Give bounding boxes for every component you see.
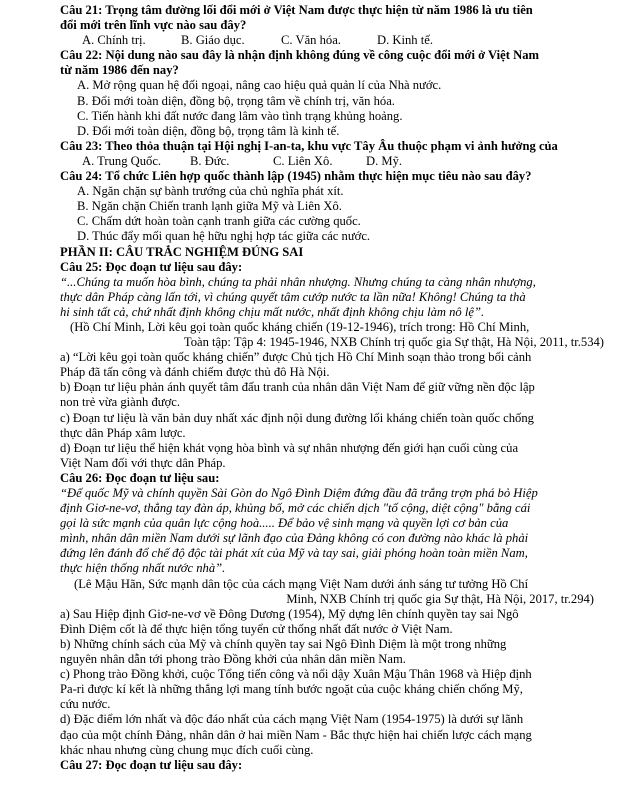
- q26-source-line-1: (Lê Mậu Hãn, Sức mạnh dân tộc của cách mạng Việt Nam dưới ánh sáng tư tưởng Hồ Chí: [74, 576, 529, 591]
- q21-options: [60, 33, 610, 48]
- q25-statement-d-line-2: Việt Nam đối với thực dân Pháp.: [60, 455, 226, 470]
- q24-option-c: C. Chấm dứt hoàn toàn cạnh tranh giữa các cường quốc.: [77, 214, 361, 229]
- q22-option-b: B. Đổi mới toàn diện, đồng bộ, trọng tâm về chính trị, văn hóa.: [77, 93, 395, 108]
- q24-stem: Câu 24: Tổ chức Liên hợp quốc thành lập (1945) nhằm thực hiện mục tiêu nào sau đây?: [60, 169, 532, 184]
- q25-statement-c-line-2: thực dân Pháp xâm lược.: [60, 425, 186, 440]
- q22-option-c: C. Tiến hành khi đất nước đang lâm vào tình trạng khủng hoảng.: [77, 108, 403, 123]
- q25-statement-d-line-1: d) Đoạn tư liệu thể hiện khát vọng hòa bình và sự nhân nhượng đến giới hạn cuối cùng của: [60, 440, 519, 455]
- q26-quote-line-6: thực hiện thống nhất nước nhà”.: [60, 561, 226, 576]
- q26-quote-line-2: định Giơ-ne-vơ, thẳng tay đàn áp, khủng bố, mở các chiến dịch "tố cộng, diệt cộng" bằng cái: [60, 501, 531, 516]
- q25-source-line-2: Toàn tập: Tập 4: 1945-1946, NXB Chính trị quốc gia Sự thật, Hà Nội, 2011, tr.534): [183, 335, 604, 350]
- q26-statement-c-line-1: c) Phong trào Đồng khởi, cuộc Tổng tiến công và nổi dậy Xuân Mậu Thân 1968 và Hiệp định: [60, 667, 532, 682]
- q26-quote-line-1: “Đế quốc Mỹ và chính quyền Sài Gòn do Ngô Đình Diệm đứng đầu đã trắng trợn phá bỏ Hiệp: [60, 486, 538, 500]
- q24-option-a: A. Ngăn chặn sự bành trướng của chủ nghĩa phát xít.: [77, 184, 344, 199]
- q26-statement-d-line-2: đạo của một chính Đảng, nhân dân ở hai miền Nam - Bắc thực hiện hai chiến lược cách mạng: [60, 727, 532, 742]
- q25-source-line-1: (Hồ Chí Minh, Lời kêu gọi toàn quốc kháng chiến (19-12-1946), trích trong: Hồ Chí Minh,: [70, 319, 530, 334]
- q21-option-b: B. Giáo dục.: [181, 33, 245, 48]
- q26-statement-d-line-1: d) Đặc điểm lớn nhất và độc đáo nhất của cách mạng Việt Nam (1954-1975) là dưới sự lãnh: [60, 712, 524, 727]
- q21-option-d: D. Kinh tế.: [377, 33, 433, 48]
- q26-heading: Câu 26: Đọc đoạn tư liệu sau:: [60, 470, 220, 485]
- q23-stem: Câu 23: Theo thỏa thuận tại Hội nghị I-an-ta, khu vực Tây Âu thuộc phạm vi ảnh hưởng của: [60, 138, 558, 153]
- q22-stem-line-1: Câu 22: Nội dung nào sau đây là nhận định không đúng về công cuộc đổi mới ở Việt Nam: [60, 48, 539, 63]
- q25-quote-line-1: “...Chúng ta muốn hòa bình, chúng ta phải nhân nhượng. Nhưng chúng ta càng nhân nhượng,: [60, 274, 536, 289]
- q24-option-b: B. Ngăn chặn Chiến tranh lạnh giữa Mỹ và Liên Xô.: [77, 199, 342, 214]
- q21-option-c: C. Văn hóa.: [281, 33, 341, 48]
- q23-option-d: D. Mỹ.: [366, 153, 403, 168]
- q25-heading: Câu 25: Đọc đoạn tư liệu sau đây:: [60, 259, 243, 274]
- q22-option-d: D. Đổi mới toàn diện, đồng bộ, trọng tâm là kinh tế.: [77, 123, 340, 138]
- q25-statement-b-line-2: non trẻ vừa giành được.: [60, 395, 180, 410]
- q21-stem-line-1: Câu 21: Trọng tâm đường lối đổi mới ở Việt Nam được thực hiện từ năm 1986 là ưu tiên: [60, 3, 533, 17]
- q26-source-line-2: Minh, NXB Chính trị quốc gia Sự thật, Hà Nội, 2017, tr.294): [286, 591, 594, 606]
- q26-statement-b-line-1: b) Những chính sách của Mỹ và chính quyền tay sai Ngô Đình Diệm là một trong những: [60, 636, 507, 651]
- q25-statement-a-line-1: a) “Lời kêu gọi toàn quốc kháng chiến” được Chủ tịch Hồ Chí Minh soạn thảo trong bối cảnh: [60, 350, 532, 365]
- q24-option-d: D. Thúc đẩy mối quan hệ hữu nghị hợp tác giữa các nước.: [77, 229, 371, 244]
- q26-statement-c-line-3: cứu nước.: [60, 697, 111, 712]
- q26-statement-d-line-3: khác nhau nhưng cùng chung mục đích cuối cùng.: [60, 742, 314, 757]
- q22-option-a: A. Mở rộng quan hệ đối ngoại, nâng cao hiệu quả quản lí của Nhà nước.: [77, 78, 442, 93]
- q25-statement-a-line-2: Pháp đã tấn công và đánh chiếm được thủ đô Hà Nội.: [60, 365, 330, 380]
- q26-statement-c-line-2: Pa-ri được kí kết là những thắng lợi mang tính bước ngoặt của cuộc kháng chiến chống Mỹ,: [60, 682, 523, 697]
- q26-quote-line-5: đứng lên đánh đổ chế độ độc tài phát xít của Mỹ và tay sai, giải phóng hoàn toàn miền Nam,: [60, 546, 528, 561]
- q25-statement-b-line-1: b) Đoạn tư liệu phản ánh quyết tâm đấu tranh của nhân dân Việt Nam để giữ vững nền độc lập: [60, 380, 535, 395]
- q23-option-b: B. Đức.: [190, 153, 230, 168]
- q25-quote-line-2: thực dân Pháp càng lấn tới, vì chúng quyết tâm cướp nước ta lần nữa! Không! Chúng ta thà: [60, 289, 526, 304]
- q25-quote-line-3: hi sinh tất cả, chứ nhất định không chịu mất nước, nhất định không chịu làm nô lệ”.: [60, 304, 485, 319]
- q23-option-c: C. Liên Xô.: [273, 153, 333, 168]
- q25-statement-c-line-1: c) Đoạn tư liệu là văn bản duy nhất xác định nội dung đường lối kháng chiến toàn quốc chống: [60, 410, 534, 425]
- q21-stem-line-2: đổi mới trên lĩnh vực nào sau đây?: [60, 18, 247, 33]
- q21-option-a: A. Chính trị.: [82, 33, 146, 48]
- q26-statement-a-line-2: Đình Diệm cốt là để thực hiện tổng tuyển cử thống nhất đất nước ở Việt Nam.: [60, 621, 453, 636]
- q26-quote-line-4: mình, nhân dân miền Nam dưới sự lãnh đạo của Đảng không có con đường nào khác là phải: [60, 531, 529, 546]
- q23-options: [60, 154, 610, 169]
- q27-heading: Câu 27: Đọc đoạn tư liệu sau đây:: [60, 757, 243, 772]
- q23-option-a: A. Trung Quốc.: [82, 153, 162, 168]
- part-2-heading: PHẦN II: CÂU TRẮC NGHIỆM ĐÚNG SAI: [60, 244, 304, 259]
- q22-stem-line-2: từ năm 1986 đến nay?: [60, 63, 179, 78]
- q26-statement-b-line-2: nguyên nhân dẫn tới phong trào Đồng khởi của nhân dân miền Nam.: [60, 652, 406, 667]
- q26-statement-a-line-1: a) Sau Hiệp định Giơ-ne-vơ về Đông Dương (1954), Mỹ dựng lên chính quyền tay sai Ngô: [60, 606, 519, 621]
- q26-quote-line-3: gọi là sức mạnh của quân lực cộng hoà..... Để bảo vệ sinh mạng và quyền lợi cơ bản của: [60, 516, 509, 531]
